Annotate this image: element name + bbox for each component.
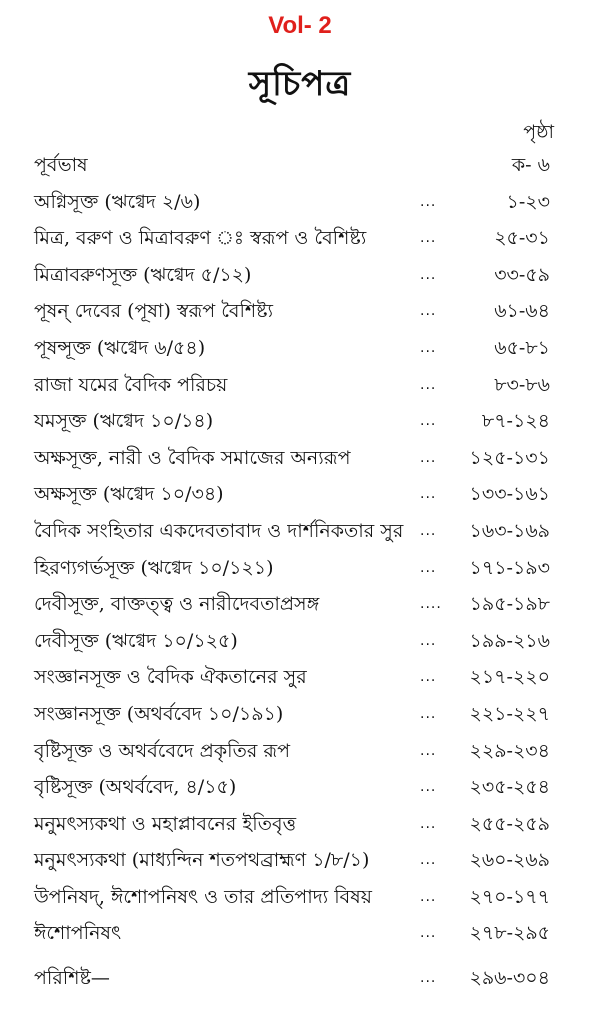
toc-dot-leader: ... [420, 852, 437, 869]
toc-dot-leader: ... [420, 266, 437, 283]
page-title: সূচিপত্র [248, 64, 352, 104]
toc-row [34, 223, 550, 260]
toc-dot-leader: ... [420, 632, 437, 649]
toc-row [34, 963, 550, 1000]
toc-row [34, 553, 550, 590]
toc-entry-title: পরিশিষ্ট— [34, 967, 110, 990]
toc-entry-title: পূষন্সূক্ত (ঋগ্বেদ ৬/৫৪) [34, 336, 206, 359]
toc-entry-title: পূর্বভাষ [34, 154, 88, 176]
toc-dot-leader: ... [420, 230, 437, 247]
toc-row [34, 699, 550, 736]
toc-page-range: ২৫৫-২৫৯ [469, 812, 550, 835]
toc-dot-leader: ... [420, 742, 437, 759]
toc-dot-leader: ... [420, 815, 437, 832]
toc-page-range: ২৭৮-২৯৫ [469, 922, 550, 945]
toc-row [34, 845, 550, 882]
toc-row [34, 479, 550, 516]
toc-entry-title: অক্ষসূক্ত, নারী ও বৈদিক সমাজের অন্যরূপ [34, 446, 351, 469]
toc-dot-leader: ... [420, 413, 437, 430]
toc-entry-title: অক্ষসূক্ত (ঋগ্বেদ ১০/৩৪) [34, 483, 224, 506]
toc-entry-title: দেবীসূক্ত, বাক্তত্ত্ব ও নারীদেবতাপ্রসঙ্গ [34, 593, 320, 616]
toc-dot-leader: ... [420, 522, 437, 539]
toc-row [34, 333, 550, 370]
toc-page-range: ২২১-২২৭ [469, 702, 550, 725]
toc-dot-leader: ... [420, 449, 437, 466]
toc-row [34, 662, 550, 699]
toc-dot-leader: ... [420, 925, 437, 942]
toc-entry-title: ঈশোপনিষৎ [34, 922, 122, 945]
toc-dot-leader: ... [420, 376, 437, 393]
toc-row [34, 296, 550, 333]
toc-entry-title: বৃষ্টিসূক্ত (অথর্ববেদ, ৪/১৫) [34, 776, 237, 799]
toc-page-range: ক- ৬ [511, 154, 550, 176]
toc-row [34, 187, 550, 224]
toc-entry-title: পূষন্ দেবের (পূষা) স্বরূপ বৈশিষ্ট্য [34, 300, 274, 323]
page-column-heading: পৃষ্ঠা [523, 121, 554, 143]
toc-page-range: ১৯৫-১৯৮ [469, 593, 550, 616]
toc-dot-leader: .... [420, 596, 442, 613]
toc-row [34, 918, 550, 955]
toc-page-range: ২২৯-২৩৪ [469, 739, 550, 762]
toc-entry-title: উপনিষদ্, ঈশোপনিষৎ ও তার প্রতিপাদ্য বিষয় [34, 885, 372, 908]
toc-row [34, 882, 550, 919]
toc-entry-title: মিত্র, বরুণ ও মিত্রাবরুণ ঃ স্বরূপ ও বৈশিষ্ট্য [34, 227, 367, 250]
toc-page-range: ২১৭-২২০ [469, 666, 550, 689]
toc-entry-title: মিত্রাবরুণসূক্ত (ঋগ্বেদ ৫/১২) [34, 263, 252, 286]
toc-row [34, 736, 550, 773]
volume-label: Vol- 2 [268, 12, 332, 39]
toc-entry-title: যমসূক্ত (ঋগ্বেদ ১০/১৪) [34, 410, 214, 433]
toc-page-range: ১৩৩-১৬১ [469, 483, 550, 506]
toc-dot-leader: ... [420, 705, 437, 722]
toc-page-range: ১৬৩-১৬৯ [469, 519, 550, 542]
toc-entry-title: মনুমৎস্যকথা ও মহাপ্লাবনের ইতিবৃত্ত [34, 812, 297, 835]
toc-entry-title: রাজা যমের বৈদিক পরিচয় [34, 373, 228, 396]
toc-dot-leader: ... [420, 779, 437, 796]
toc-page-range: ২৬০-২৬৯ [469, 849, 550, 872]
toc-row [34, 260, 550, 297]
toc-page-range: ৮৭-১২৪ [481, 410, 550, 433]
table-of-contents [34, 150, 550, 1000]
toc-entry-title: সংজ্ঞানসূক্ত ও বৈদিক ঐকতানের সুর [34, 666, 307, 689]
toc-row [34, 370, 550, 407]
toc-page-range: ২৭০-১৭৭ [469, 885, 550, 908]
toc-entry-title: মনুমৎস্যকথা (মাধ্যন্দিন শতপথব্রাহ্মণ ১/৮/১) [34, 849, 370, 872]
toc-page-range: ১৭১-১৯৩ [469, 556, 550, 579]
toc-dot-leader: ... [420, 888, 437, 905]
toc-dot-leader: ... [420, 303, 437, 320]
toc-dot-leader: ... [420, 193, 437, 210]
toc-entry-title: সংজ্ঞানসূক্ত (অথর্ববেদ ১০/১৯১) [34, 702, 284, 725]
toc-row [34, 809, 550, 846]
toc-row [34, 406, 550, 443]
toc-dot-leader: ... [420, 559, 437, 576]
toc-page-range: ৮৩-৮৬ [494, 373, 550, 396]
toc-entry-title: অগ্নিসূক্ত (ঋগ্বেদ ২/৬) [34, 190, 201, 213]
toc-page-range: ৩৩-৫৯ [494, 263, 550, 286]
toc-row [34, 589, 550, 626]
toc-row [34, 150, 550, 187]
toc-page-range: ২৩৫-২৫৪ [469, 776, 550, 799]
toc-row [34, 626, 550, 663]
toc-row [34, 516, 550, 553]
toc-entry-title: বৈদিক সংহিতার একদেবতাবাদ ও দার্শনিকতার সুর [34, 519, 404, 542]
toc-page-range: ৬১-৬৪ [494, 300, 550, 323]
toc-entry-title: হিরণ্যগর্ভসূক্ত (ঋগ্বেদ ১০/১২১) [34, 556, 274, 579]
toc-dot-leader: ... [420, 339, 437, 356]
toc-dot-leader: ... [420, 669, 437, 686]
toc-page-range: ১২৫-১৩১ [469, 446, 550, 469]
toc-page-range: ২৯৬-৩০৪ [469, 967, 550, 990]
toc-page-range: ১-২৩ [506, 190, 550, 213]
toc-row [34, 443, 550, 480]
toc-page-range: ২৫-৩১ [494, 227, 550, 250]
toc-dot-leader: ... [420, 970, 437, 987]
toc-page-range: ৬৫-৮১ [494, 336, 550, 359]
toc-page-range: ১৯৯-২১৬ [469, 629, 550, 652]
toc-dot-leader: ... [420, 486, 437, 503]
toc-row [34, 772, 550, 809]
toc-entry-title: বৃষ্টিসূক্ত ও অথর্ববেদে প্রকৃতির রূপ [34, 739, 291, 762]
toc-entry-title: দেবীসূক্ত (ঋগ্বেদ ১০/১২৫) [34, 629, 238, 652]
